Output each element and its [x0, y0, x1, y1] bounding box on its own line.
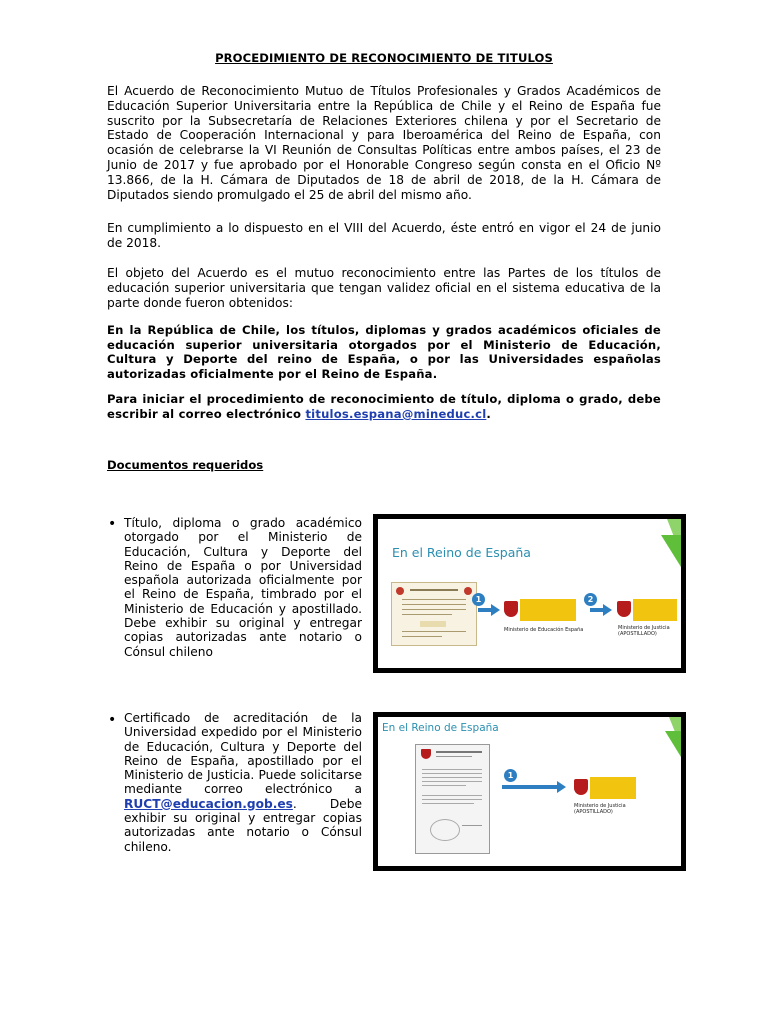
accreditation-text-end: . Debe exhibir su original y entregar copias autorizadas ante notario o Cónsul chileno.: [124, 796, 362, 854]
bullet-icon: •: [108, 712, 117, 728]
arrow-icon: [590, 608, 604, 612]
spain-coat-of-arms-icon: [504, 601, 518, 617]
bullet-item-title-diploma: Título, diploma o grado académico otorgado por el Ministerio de Educación, Cultura y Deporte del Reino de España o por Universidad española autorizada oficialmente por el Reino de España, timbrado por el Ministerio de Educación y apostillado. Debe exhibir su original y entregar copias autorizadas ante notario o Cónsul chileno: [124, 516, 362, 659]
arrow-head-icon: [557, 781, 566, 793]
slide-heading: En el Reino de España: [382, 722, 499, 734]
spain-coat-of-arms-icon: [617, 601, 631, 617]
arrow-head-icon: [603, 604, 612, 616]
arrow-icon: [502, 785, 558, 789]
step-2-icon: 2: [584, 593, 597, 606]
certificate-image: [415, 744, 490, 854]
paragraph-recognition-scope: En la República de Chile, los títulos, diplomas y grados académicos oficiales de educación superior universitaria otorgados por el Ministerio de Educación, Cultura y Deporte del reino de España, o por las Universidades españolas autorizadas oficialmente por el Reino de España.: [107, 323, 661, 381]
caption-ministry-justice: Ministerio de Justicia: [618, 625, 670, 631]
start-procedure-end: .: [486, 406, 492, 421]
step-1-icon: 1: [472, 593, 485, 606]
email-link-ruct[interactable]: RUCT@educacion.gob.es: [124, 796, 293, 811]
documents-heading: Documentos requeridos: [107, 458, 264, 472]
arrow-icon: [478, 608, 492, 612]
ministry-logo-banner: [590, 777, 636, 799]
start-procedure-text: Para iniciar el procedimiento de reconocimiento de título, diploma o grado, debe escribir al correo electrónico: [107, 392, 661, 421]
caption-ministry-justice: Ministerio de Justicia: [574, 803, 626, 809]
paragraph-agreement: El Acuerdo de Reconocimiento Mutuo de Títulos Profesionales y Grados Académicos de Educación Superior Universitaria entre la República de Chile y el Reino de España fue suscrito por la Subsecretaría de Relaciones Exteriores chilena y por el Secretario de Estado de Cooperación Internacional y para Iberoamérica del Reino de España, con ocasión de celebrarse la VI Reunión de Consultas Políticas entre ambos países, el 23 de Junio de 2017 y fue aprobado por el Honorable Congreso según consta en el Oficio Nº 13.866, de la H. Cámara de Diputados de 18 de abril de 2018, de la H. Cámara de Diputados siendo promulgado el 25 de abril del mismo año.: [107, 84, 661, 202]
accreditation-text: Certificado de acreditación de la Universidad expedido por el Ministerio de Educación, Cultura y Deporte del Reino de España, apostillado por el Ministerio de Justicia. Puede solicitarse mediante correo electrónico a: [124, 711, 362, 797]
page-title: PROCEDIMIENTO DE RECONOCIMIENTO DE TITULOS: [215, 51, 553, 65]
slide-image-accreditation-process: [373, 712, 686, 871]
step-1-icon: 1: [504, 769, 517, 782]
paragraph-entry-into-force: En cumplimiento a lo dispuesto en el VIII del Acuerdo, éste entró en vigor el 24 de junio de 2018.: [107, 221, 661, 250]
arrow-head-icon: [491, 604, 500, 616]
bullet-item-accreditation-certificate: [124, 711, 362, 854]
email-link-titulos[interactable]: titulos.espana@mineduc.cl: [305, 406, 487, 421]
spain-coat-of-arms-icon: [574, 779, 588, 795]
decor-triangle-icon: [665, 731, 681, 757]
decor-triangle-icon: [661, 535, 681, 567]
paragraph-start-procedure: [107, 392, 661, 421]
bullet-icon: •: [108, 516, 117, 532]
caption-apostillado: (APOSTILLADO): [574, 809, 613, 815]
slide-image-spain-process: [373, 514, 686, 673]
ministry-logo-banner: [633, 599, 677, 621]
diploma-image: [391, 582, 477, 646]
caption-ministry-education: Ministerio de Educación España: [504, 627, 584, 633]
paragraph-objective: El objeto del Acuerdo es el mutuo reconocimiento entre las Partes de los títulos de educación superior universitaria que tengan validez oficial en el sistema educativa de la parte donde fueron obtenidos:: [107, 266, 661, 310]
ministry-logo-banner: [520, 599, 576, 621]
caption-apostillado: (APOSTILLADO): [618, 631, 657, 637]
slide-heading: En el Reino de España: [392, 545, 531, 560]
